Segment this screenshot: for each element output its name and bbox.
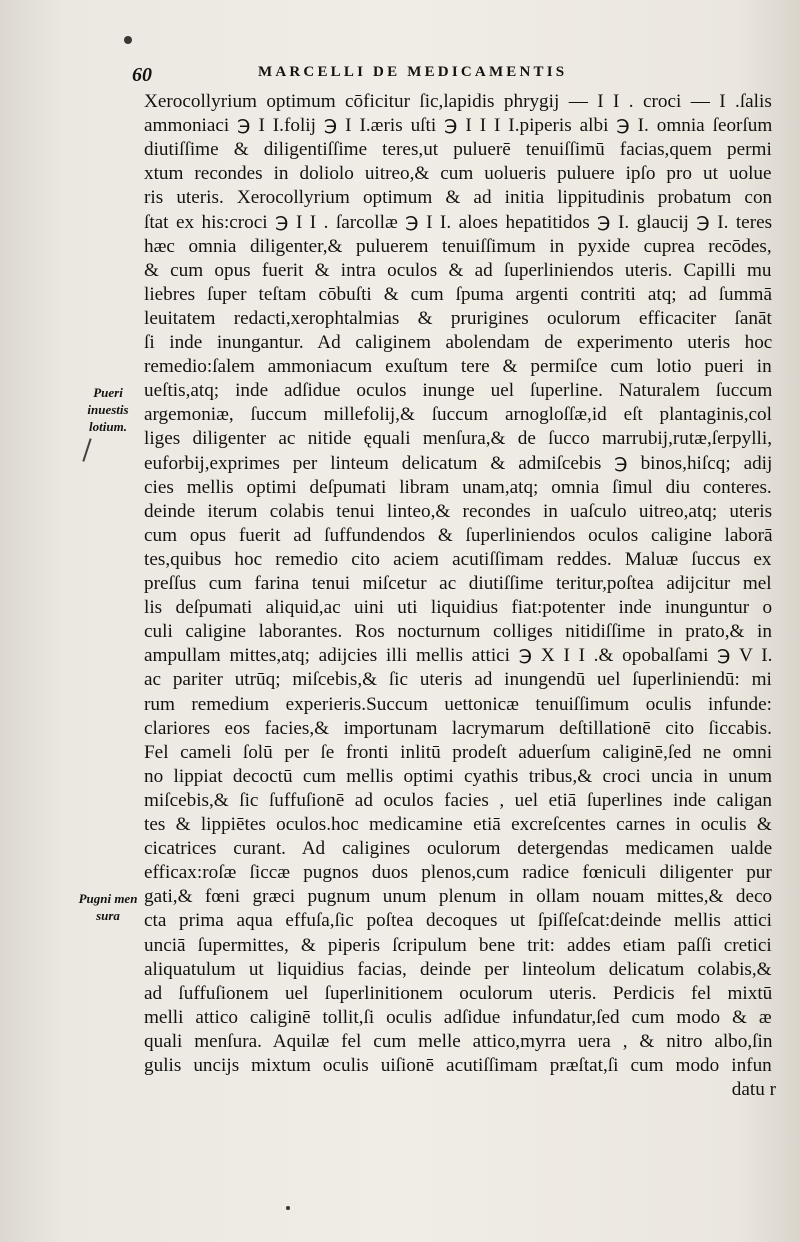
text-line: ueſtis,atq; inde adſidue oculos inunge uel ſuperline. Naturalem ſuccum xyxy=(144,380,773,402)
folio-number: 60 xyxy=(132,64,152,86)
margin-note-pueri: Pueri inuestis lotium. xyxy=(87,385,129,434)
text-line: ac pariter utrūq; miſcebis,& ſic uteris ad inungendū uel ſuperliniendū: mi xyxy=(144,669,772,691)
text-line: diutiſſime & diligentiſſime teres,ut puluerē tenuiſſimū facias,quem permi xyxy=(144,139,772,161)
text-line: & cum opus fuerit & intra oculos & ad ſuperliniendos uteris. Capilli mu xyxy=(144,259,772,281)
text-line: ris uteris. Xerocollyrium optimum & ad initia lippitudinis probatum con xyxy=(144,187,773,209)
text-line: ampullam mittes,atq; adijcies illi mellis attici ℈ X I I .& opobalſami ℈ V I. xyxy=(144,645,773,667)
text-line: unciā ſupermittes, & piperis ſcripulum bene trit: addes etiam paſſi cretici xyxy=(144,934,772,956)
text-line: liges diligenter ac nitide ęquali menſura,& de ſucco marrubij,rutæ,ſerpylli, xyxy=(144,428,772,450)
text-line: tes,quibus hoc remedio cito aciem acutiſſimam reddes. Maluæ ſuccus ex xyxy=(144,548,772,570)
text-line: gulis uncijs mixtum oculis uiſionē acutiſſimam præſtat,ſi cum modo infun xyxy=(144,1055,772,1076)
running-head: MARCELLI DE MEDICAMENTIS xyxy=(258,64,568,80)
text-line: Fel cameli ſolū per ſe fronti inlitū prodeſt aduerſum caliginē,ſed ne omni xyxy=(144,741,773,763)
text-line: cta prima aqua effuſa,ſic poſtea decoques ut ſpiſſeſcat:deinde mellis attici xyxy=(144,910,772,932)
text-line: datu r xyxy=(731,1079,776,1101)
text-line: remedio:ſalem ammoniacum exuſtum tere & permiſce cum lotio pueri in xyxy=(144,356,772,378)
text-line: ad ſuffuſionem uel ſuperlinitionem oculorum uteris. Perdicis fel mixtū xyxy=(144,982,773,1004)
text-line: melli attico caliginē tollit,ſi oculis adſidue infundatur,ſed cum modo & æ xyxy=(144,1006,772,1028)
text-line: cum opus fuerit ad ſuffundendos & ſuperliniendos oculos caligine laborā xyxy=(144,524,773,546)
text-line: ammoniaci ℈ I I.folij ℈ I I.æris uſti ℈ I I I I.piperis albi ℈ I. omnia ſeorſum xyxy=(144,115,773,137)
text-line: leuitatem redacti,xerophtalmias & prurigines oculorum efficaciter ſanāt xyxy=(144,307,772,329)
text-line: deinde iterum colabis tenui linteo,& recondes in uaſculo uitreo,atq; uteris xyxy=(144,500,773,522)
text-line: culi caligine laborantes. Ros nocturnum colliges nitidiſſime in prato,& in xyxy=(144,621,772,643)
text-line: quali menſura. Aquilæ fel cum melle attico,myrra uera , & nitro albo,ſin xyxy=(144,1030,773,1052)
margin-stroke xyxy=(82,438,91,461)
text-line: gati,& fœni græci pugnum unum plenum in ollam nouam mittes,& deco xyxy=(144,886,773,908)
text-line: efficax:roſæ ſiccæ pugnos duos plenos,cum radice fœniculi diligenter pur xyxy=(144,862,772,884)
text-line: rum remedium experieris.Succum uettonicæ tenuiſſimum oculis infunde: xyxy=(144,693,772,715)
margin-note-pugni: Pugni men sura xyxy=(78,891,138,923)
text-line: Xerocollyrium optimum cōficitur ſic,lapidis phrygij — I I . croci — I .ſalis xyxy=(144,91,772,112)
ink-mark xyxy=(124,36,132,44)
text-line: euforbij,exprimes per linteum delicatum & admiſcebis ℈ binos,hiſcq; adij xyxy=(144,452,773,474)
text-line: clariores eos facies,& importunam lacrymarum deſtillationē cito ſiccabis. xyxy=(144,717,772,739)
text-line: hæc omnia diligenter,& puluerem tenuiſſimum in pyxide cuprea recōdes, xyxy=(144,235,772,257)
text-line: lis deſpumati aliquid,ac uini uti liquidius fiat:potenter inde inunguntur o xyxy=(144,597,773,619)
text-line: preſſus cum farina tenui miſcetur ac diutiſſime teritur,poſtea adijcitur mel xyxy=(144,573,772,594)
text-line: argemoniæ, ſuccum millefolij,& ſuccum arnogloſſæ,id eſt plantaginis,col xyxy=(144,404,772,426)
text-line: xtum recondes in doliolo uitreo,& cum uolueris puluere ipſo pro ut uolue xyxy=(144,163,772,185)
text-line: tes & lippiētes oculos.hoc medicamine etiā excreſcentes carnes in oculis & xyxy=(144,814,772,835)
body-text xyxy=(144,90,776,1190)
page-header xyxy=(132,58,772,88)
text-line: liebres ſuper teſtam cōbuſti & cum ſpuma argenti contriti atq; ad ſummā xyxy=(144,283,772,305)
text-line: miſcebis,& ſic ſuffuſionē ad oculos facies , uel etiā ſuperlines inde caligan xyxy=(144,789,772,811)
ink-dot xyxy=(286,1206,290,1210)
text-line: ſi inde inungantur. Ad caliginem abolendam de experimento uteris hoc xyxy=(144,332,773,353)
text-line: cies mellis optimi deſpumati libram unam,atq; omnia ſimul diu conteres. xyxy=(144,476,772,498)
text-line: ſtat ex his:croci ℈ I I . ſarcollæ ℈ I I. aloes hepatitidos ℈ I. glaucij ℈ I. teres xyxy=(144,211,773,233)
text-line: cicatrices curant. Ad caligines oculorum detergendas medicamen ualde xyxy=(144,838,773,860)
text-line: no lippiat decoctū cum mellis optimi cyathis tribus,& croci uncia in unum xyxy=(144,765,773,787)
text-line: aliquatulum ut liquidius facias, deinde per linteolum delicatum colabis,& xyxy=(144,958,772,980)
